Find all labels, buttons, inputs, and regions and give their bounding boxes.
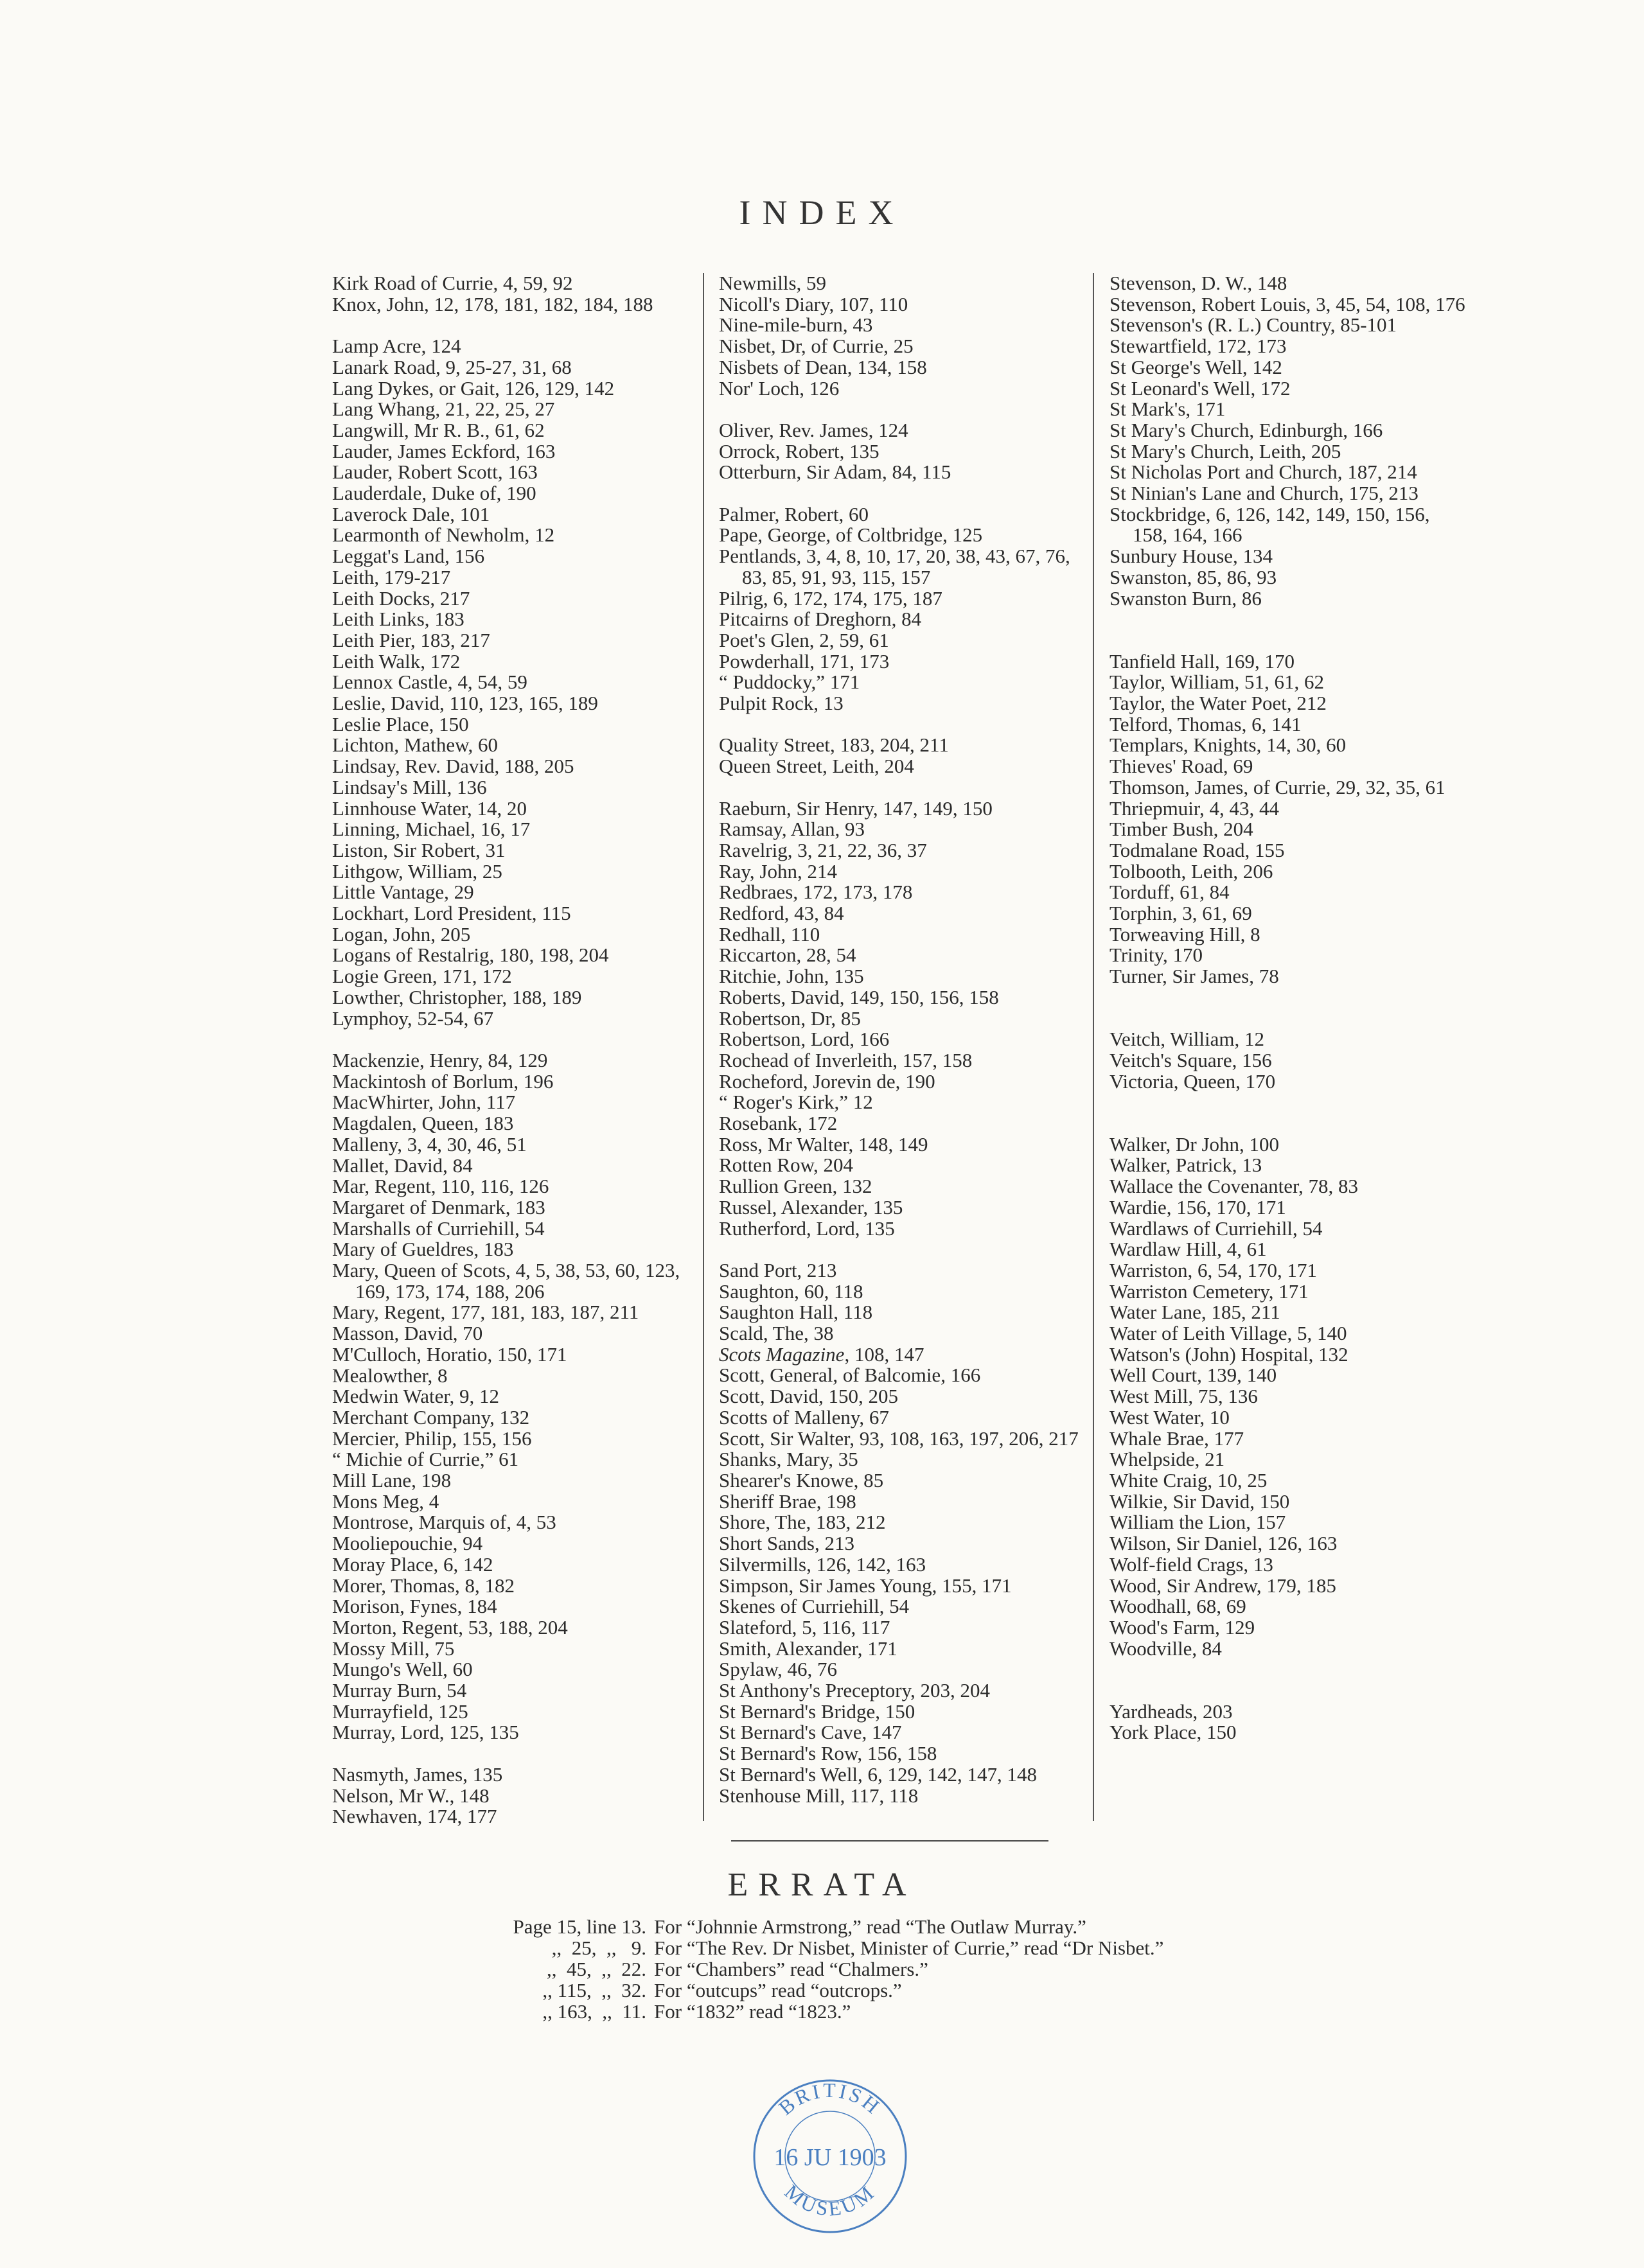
index-entry: Mercier, Philip, 155, 156 <box>332 1427 532 1450</box>
index-entry: Roberts, David, 149, 150, 156, 158 <box>719 985 999 1008</box>
index-entry: Newhaven, 174, 177 <box>332 1805 497 1828</box>
index-entry: Knox, John, 12, 178, 181, 182, 184, 188 <box>332 292 653 315</box>
index-gap <box>719 399 1079 420</box>
index-entry: Tanfield Hall, 169, 170 <box>1109 649 1295 672</box>
index-entry: Pulpit Rock, 13 <box>719 692 844 715</box>
index-entry: Torphin, 3, 61, 69 <box>1109 902 1252 925</box>
index-entry: Robertson, Dr, 85 <box>719 1007 861 1030</box>
index-entry: Nine-mile-burn, 43 <box>719 313 873 337</box>
index-entry: M'Culloch, Horatio, 150, 171 <box>332 1342 567 1366</box>
index-entry: Nicoll's Diary, 107, 110 <box>719 292 908 315</box>
index-entry: Wardlaws of Curriehill, 54 <box>1109 1217 1323 1240</box>
index-entry: St Bernard's Bridge, 150 <box>719 1700 915 1723</box>
index-entry: St Mary's Church, Edinburgh, 166 <box>1109 418 1383 441</box>
index-gap <box>1109 1113 1469 1134</box>
index-entry: Masson, David, 70 <box>332 1322 483 1345</box>
index-entry: Marshalls of Curriehill, 54 <box>332 1217 545 1240</box>
index-entry: “ Michie of Currie,” 61 <box>332 1448 519 1471</box>
index-entry: Lauder, Robert Scott, 163 <box>332 461 538 484</box>
index-entry: Morison, Fynes, 184 <box>332 1595 497 1618</box>
index-entry: Swanston, 85, 86, 93 <box>1109 565 1277 588</box>
index-entry: Russel, Alexander, 135 <box>719 1195 903 1218</box>
index-entry: St Anthony's Preceptory, 203, 204 <box>719 1679 991 1702</box>
index-entry: Wolf-field Crags, 13 <box>1109 1552 1273 1576</box>
index-entry: Linnhouse Water, 14, 20 <box>332 796 527 820</box>
index-entry: Lymphoy, 52-54, 67 <box>332 1007 494 1030</box>
index-entry: Lauderdale, Duke of, 190 <box>332 482 536 505</box>
index-column-3 <box>1109 273 1469 1743</box>
index-entry: Shearer's Knowe, 85 <box>719 1469 884 1491</box>
index-entry: St Bernard's Row, 156, 158 <box>719 1742 937 1765</box>
index-entry: Lang Dykes, or Gait, 126, 129, 142 <box>332 376 615 400</box>
index-entry: Short Sands, 213 <box>719 1532 854 1555</box>
errata-page-ref: ,, 25, ,, 9. <box>551 1937 646 1959</box>
index-entry: Murray Burn, 54 <box>332 1679 467 1702</box>
section-divider <box>731 1840 1048 1842</box>
index-entry: Stevenson's (R. L.) Country, 85-101 <box>1109 313 1397 337</box>
index-entry: MacWhirter, John, 117 <box>332 1091 516 1114</box>
index-entry: Water of Leith Village, 5, 140 <box>1109 1322 1347 1345</box>
errata-list <box>498 1916 1163 2022</box>
index-entry: Mary, Queen of Scots, 4, 5, 38, 53, 60, 123, 169, 173, 174, 188, 206 <box>332 1259 680 1303</box>
index-entry: Silvermills, 126, 142, 163 <box>719 1552 926 1576</box>
index-gap <box>1109 987 1469 1008</box>
index-column-1 <box>332 273 692 1827</box>
index-entry: Powderhall, 171, 173 <box>719 649 890 672</box>
stamp-date: 16 JU 1903 <box>773 2144 887 2171</box>
index-entry: Sheriff Brae, 198 <box>719 1490 856 1513</box>
index-entry: Magdalen, Queen, 183 <box>332 1112 514 1135</box>
index-entry: Veitch's Square, 156 <box>1109 1048 1272 1071</box>
index-entry: Warriston Cemetery, 171 <box>1109 1279 1309 1303</box>
index-entry: Smith, Alexander, 171 <box>719 1637 897 1660</box>
index-entry: Nisbet, Dr, of Currie, 25 <box>719 335 914 358</box>
index-entry: Newmills, 59 <box>719 272 827 294</box>
index-entry: Pentlands, 3, 4, 8, 10, 17, 20, 38, 43, 67, 76, 83, 85, 91, 93, 115, 157 <box>719 545 1070 588</box>
errata-row <box>498 1958 1163 1980</box>
index-entry: Lockhart, Lord President, 115 <box>332 902 571 925</box>
index-entry: Mary, Regent, 177, 181, 183, 187, 211 <box>332 1301 639 1324</box>
index-entry: Pitcairns of Dreghorn, 84 <box>719 608 922 631</box>
index-entry: Wardie, 156, 170, 171 <box>1109 1195 1286 1218</box>
index-entry: Slateford, 5, 116, 117 <box>719 1615 890 1639</box>
index-entry: Redhall, 110 <box>719 922 820 945</box>
index-entry: Leith Walk, 172 <box>332 649 461 672</box>
index-entry: Liston, Sir Robert, 31 <box>332 838 506 861</box>
index-entry: Morton, Regent, 53, 188, 204 <box>332 1615 568 1639</box>
index-entry: Redford, 43, 84 <box>719 902 844 925</box>
index-entry: Timber Bush, 204 <box>1109 818 1253 841</box>
column-divider <box>703 273 704 1821</box>
index-entry: Stenhouse Mill, 117, 118 <box>719 1784 919 1807</box>
index-entry: Scotts of Malleny, 67 <box>719 1405 889 1428</box>
index-entry: Mooliepouchie, 94 <box>332 1532 483 1555</box>
index-entry: Wilkie, Sir David, 150 <box>1109 1490 1290 1513</box>
index-entry: Ross, Mr Walter, 148, 149 <box>719 1132 928 1156</box>
errata-page-ref: ,, 115, ,, 32. <box>542 1979 646 2001</box>
index-entry: Taylor, William, 51, 61, 62 <box>1109 671 1325 694</box>
index-entry: Victoria, Queen, 170 <box>1109 1069 1276 1093</box>
index-entry: Nisbets of Dean, 134, 158 <box>719 355 927 378</box>
index-entry: Lennox Castle, 4, 54, 59 <box>332 671 527 694</box>
index-entry: Medwin Water, 9, 12 <box>332 1385 500 1408</box>
index-entry: Thriepmuir, 4, 43, 44 <box>1109 796 1279 820</box>
index-entry: Ritchie, John, 135 <box>719 965 864 988</box>
index-entry: Stewartfield, 172, 173 <box>1109 335 1287 358</box>
errata-row <box>498 1937 1163 1958</box>
index-entry: Ravelrig, 3, 21, 22, 36, 37 <box>719 838 927 861</box>
index-entry: Leslie, David, 110, 123, 165, 189 <box>332 692 598 715</box>
index-entry: Riccarton, 28, 54 <box>719 944 856 967</box>
index-entry: Mar, Regent, 110, 116, 126 <box>332 1175 549 1198</box>
errata-correction: For “Chambers” read “Chalmers.” <box>654 1958 928 1980</box>
index-gap <box>332 1743 692 1764</box>
index-entry: Lichton, Mathew, 60 <box>332 734 498 757</box>
page-title: INDEX <box>739 193 905 232</box>
index-entry: Quality Street, 183, 204, 211 <box>719 734 949 757</box>
index-entry: Mons Meg, 4 <box>332 1490 439 1513</box>
index-entry: St Mary's Church, Leith, 205 <box>1109 439 1341 462</box>
index-entry: Mill Lane, 198 <box>332 1469 452 1492</box>
index-entry: Tolbooth, Leith, 206 <box>1109 859 1273 883</box>
index-entry: Scott, Sir Walter, 93, 108, 163, 197, 206, 217 <box>719 1427 1079 1450</box>
index-entry: Robertson, Lord, 166 <box>719 1028 890 1051</box>
index-entry: Leith, 179-217 <box>332 565 451 588</box>
index-entry: Morer, Thomas, 8, 182 <box>332 1574 515 1597</box>
index-gap <box>1109 609 1469 630</box>
index-entry: Logie Green, 171, 172 <box>332 965 512 988</box>
index-entry: Leslie Place, 150 <box>332 712 469 735</box>
index-entry: Turner, Sir James, 78 <box>1109 965 1279 988</box>
index-entry: Mossy Mill, 75 <box>332 1637 455 1660</box>
errata-correction: For “Johnnie Armstrong,” read “The Outlaw Murray.” <box>654 1915 1086 1938</box>
index-entry: Montrose, Marquis of, 4, 53 <box>332 1511 556 1534</box>
index-entry: Shore, The, 183, 212 <box>719 1511 886 1534</box>
index-entry: Taylor, the Water Poet, 212 <box>1109 692 1327 715</box>
errata-page-ref: ,, 163, ,, 11. <box>542 2000 646 2023</box>
index-entry: Wallace the Covenanter, 78, 83 <box>1109 1175 1359 1198</box>
index-entry: Wood's Farm, 129 <box>1109 1615 1255 1639</box>
index-entry: Skenes of Curriehill, 54 <box>719 1595 910 1618</box>
index-entry: Telford, Thomas, 6, 141 <box>1109 712 1302 735</box>
index-entry: Leith Docks, 217 <box>332 586 470 610</box>
index-entry: Rullion Green, 132 <box>719 1175 872 1198</box>
index-entry: Ray, John, 214 <box>719 859 837 883</box>
index-entry: Rocheford, Jorevin de, 190 <box>719 1069 935 1093</box>
index-entry: Walker, Patrick, 13 <box>1109 1154 1262 1177</box>
index-entry: Lithgow, William, 25 <box>332 859 502 883</box>
index-entry: Whelpside, 21 <box>1109 1448 1225 1471</box>
index-entry: Scott, David, 150, 205 <box>719 1385 898 1408</box>
index-entry: Pilrig, 6, 172, 174, 175, 187 <box>719 586 942 610</box>
index-entry: Walker, Dr John, 100 <box>1109 1132 1280 1156</box>
index-entry: Thieves' Road, 69 <box>1109 755 1253 778</box>
index-entry: Rutherford, Lord, 135 <box>719 1217 895 1240</box>
index-entry: Nelson, Mr W., 148 <box>332 1784 490 1807</box>
index-entry: Stevenson, Robert Louis, 3, 45, 54, 108, 176 <box>1109 292 1465 315</box>
index-entry: Redbraes, 172, 173, 178 <box>719 881 913 904</box>
index-gap <box>719 714 1079 735</box>
index-entry: Leith Pier, 183, 217 <box>332 628 490 651</box>
index-entry: Linning, Michael, 16, 17 <box>332 818 531 841</box>
index-entry: Moray Place, 6, 142 <box>332 1552 493 1576</box>
index-entry: Scald, The, 38 <box>719 1322 834 1345</box>
index-entry: Templars, Knights, 14, 30, 60 <box>1109 734 1347 757</box>
index-entry: Mary of Gueldres, 183 <box>332 1238 514 1261</box>
index-entry: White Craig, 10, 25 <box>1109 1468 1268 1491</box>
index-entry: St Nicholas Port and Church, 187, 214 <box>1109 461 1417 484</box>
index-entry: Pape, George, of Coltbridge, 125 <box>719 523 983 547</box>
index-entry: Lowther, Christopher, 188, 189 <box>332 985 582 1008</box>
index-entry: Spylaw, 46, 76 <box>719 1658 837 1681</box>
index-entry: Lang Whang, 21, 22, 25, 27 <box>332 398 555 421</box>
errata-row <box>498 1916 1163 1937</box>
errata-title: ERRATA <box>727 1867 917 1903</box>
index-entry: Lanark Road, 9, 25-27, 31, 68 <box>332 355 572 378</box>
column-divider <box>1093 273 1094 1821</box>
index-entry: Lindsay, Rev. David, 188, 205 <box>332 755 574 778</box>
index-entry: William the Lion, 157 <box>1109 1511 1286 1534</box>
index-entry: Ramsay, Allan, 93 <box>719 818 865 841</box>
errata-row <box>498 1980 1163 2001</box>
index-entry: “ Puddocky,” 171 <box>719 671 860 694</box>
library-stamp <box>747 2073 914 2240</box>
index-entry: Wood, Sir Andrew, 179, 185 <box>1109 1574 1336 1597</box>
index-gap <box>1109 1092 1469 1113</box>
index-entry: Todmalane Road, 155 <box>1109 838 1285 861</box>
index-entry: Torduff, 61, 84 <box>1109 881 1230 904</box>
index-entry: Poet's Glen, 2, 59, 61 <box>719 628 889 651</box>
index-entry: Rosebank, 172 <box>719 1112 838 1135</box>
index-gap <box>1109 1008 1469 1030</box>
index-entry: St Bernard's Well, 6, 129, 142, 147, 148 <box>719 1763 1038 1786</box>
index-entry: Shanks, Mary, 35 <box>719 1448 858 1471</box>
index-entry: Nor' Loch, 126 <box>719 376 840 400</box>
index-entry: Mungo's Well, 60 <box>332 1658 473 1681</box>
index-entry: Woodhall, 68, 69 <box>1109 1595 1246 1618</box>
index-entry: St George's Well, 142 <box>1109 355 1282 378</box>
index-entry: Scots Magazine, 108, 147 <box>719 1342 924 1366</box>
index-gap <box>332 1029 692 1050</box>
index-entry: Murray, Lord, 125, 135 <box>332 1721 519 1744</box>
index-entry: York Place, 150 <box>1109 1721 1237 1744</box>
index-entry: Sand Port, 213 <box>719 1258 837 1281</box>
index-entry: Thomson, James, of Currie, 29, 32, 35, 61 <box>1109 775 1445 798</box>
index-entry: Veitch, William, 12 <box>1109 1028 1264 1051</box>
index-entry: Saughton Hall, 118 <box>719 1301 873 1324</box>
index-gap <box>719 1239 1079 1260</box>
index-entry: Learmonth of Newholm, 12 <box>332 523 555 547</box>
index-entry: Little Vantage, 29 <box>332 881 474 904</box>
index-gap <box>719 777 1079 798</box>
index-gap <box>719 483 1079 504</box>
index-entry: Lamp Acre, 124 <box>332 335 461 358</box>
index-entry: Stockbridge, 6, 126, 142, 149, 150, 156, 158, 164, 166 <box>1109 502 1430 547</box>
index-entry: Mallet, David, 84 <box>332 1154 473 1177</box>
index-entry: Mackintosh of Borlum, 196 <box>332 1069 554 1093</box>
index-gap <box>1109 1659 1469 1680</box>
index-entry: Whale Brae, 177 <box>1109 1427 1244 1450</box>
index-entry: West Mill, 75, 136 <box>1109 1385 1258 1408</box>
index-entry: Mealowther, 8 <box>332 1364 448 1387</box>
errata-page-ref: Page 15, line 13. <box>513 1915 646 1938</box>
index-entry: Torweaving Hill, 8 <box>1109 922 1260 945</box>
index-entry: Trinity, 170 <box>1109 944 1203 967</box>
stamp-bottom-text: MUSEUM <box>780 2179 880 2220</box>
index-entry: Leith Links, 183 <box>332 608 464 631</box>
index-entry: St Ninian's Lane and Church, 175, 213 <box>1109 482 1419 505</box>
index-entry: Simpson, Sir James Young, 155, 171 <box>719 1574 1012 1597</box>
errata-correction: For “1832” read “1823.” <box>654 2000 851 2023</box>
errata-row <box>498 2001 1163 2022</box>
index-entry: Scott, General, of Balcomie, 166 <box>719 1364 981 1387</box>
index-entry: Saughton, 60, 118 <box>719 1279 863 1303</box>
index-entry: Nasmyth, James, 135 <box>332 1763 503 1786</box>
index-gap <box>332 315 692 336</box>
index-entry: Well Court, 139, 140 <box>1109 1364 1277 1387</box>
index-entry: St Mark's, 171 <box>1109 398 1226 421</box>
index-entry: Kirk Road of Currie, 4, 59, 92 <box>332 272 573 294</box>
index-entry: Rochead of Inverleith, 157, 158 <box>719 1048 973 1071</box>
errata-correction: For “The Rev. Dr Nisbet, Minister of Currie,” read “Dr Nisbet.” <box>654 1937 1164 1959</box>
index-gap <box>1109 630 1469 651</box>
errata-page-ref: ,, 45, ,, 22. <box>547 1958 646 1980</box>
index-entry: Logan, John, 205 <box>332 922 471 945</box>
index-entry: Malleny, 3, 4, 30, 46, 51 <box>332 1132 527 1156</box>
index-entry: Yardheads, 203 <box>1109 1700 1233 1723</box>
index-entry: Langwill, Mr R. B., 61, 62 <box>332 418 545 441</box>
index-entry: Water Lane, 185, 211 <box>1109 1301 1280 1324</box>
index-entry: Woodville, 84 <box>1109 1637 1222 1660</box>
index-entry: Watson's (John) Hospital, 132 <box>1109 1342 1348 1366</box>
index-entry: Murrayfield, 125 <box>332 1700 468 1723</box>
index-entry: Rotten Row, 204 <box>719 1154 853 1177</box>
index-entry: Merchant Company, 132 <box>332 1405 530 1428</box>
index-entry: Margaret of Denmark, 183 <box>332 1195 545 1218</box>
index-entry: Lauder, James Eckford, 163 <box>332 439 556 462</box>
index-gap <box>1109 1680 1469 1701</box>
index-entry: Wardlaw Hill, 4, 61 <box>1109 1238 1267 1261</box>
index-entry: Warriston, 6, 54, 170, 171 <box>1109 1258 1317 1281</box>
index-entry: Otterburn, Sir Adam, 84, 115 <box>719 461 951 484</box>
index-column-2 <box>719 273 1079 1806</box>
stamp-top-text: BRITISH <box>774 2078 886 2120</box>
index-entry: Raeburn, Sir Henry, 147, 149, 150 <box>719 796 993 820</box>
index-entry: Stevenson, D. W., 148 <box>1109 272 1287 294</box>
index-entry: “ Roger's Kirk,” 12 <box>719 1091 873 1114</box>
index-entry: Orrock, Robert, 135 <box>719 439 879 462</box>
index-entry: West Water, 10 <box>1109 1405 1230 1428</box>
index-entry: Wilson, Sir Daniel, 126, 163 <box>1109 1532 1338 1555</box>
index-entry: Leggat's Land, 156 <box>332 545 485 568</box>
index-entry: Queen Street, Leith, 204 <box>719 755 914 778</box>
index-entry: Mackenzie, Henry, 84, 129 <box>332 1048 548 1071</box>
index-entry: Oliver, Rev. James, 124 <box>719 418 908 441</box>
index-entry: Palmer, Robert, 60 <box>719 502 869 525</box>
index-entry: Logans of Restalrig, 180, 198, 204 <box>332 944 609 967</box>
index-entry: St Leonard's Well, 172 <box>1109 376 1291 400</box>
index-entry: Lindsay's Mill, 136 <box>332 775 487 798</box>
index-entry: Sunbury House, 134 <box>1109 545 1273 568</box>
index-entry: Laverock Dale, 101 <box>332 502 490 525</box>
index-entry: Swanston Burn, 86 <box>1109 586 1262 610</box>
index-entry: St Bernard's Cave, 147 <box>719 1721 902 1744</box>
errata-correction: For “outcups” read “outcrops.” <box>654 1979 902 2001</box>
